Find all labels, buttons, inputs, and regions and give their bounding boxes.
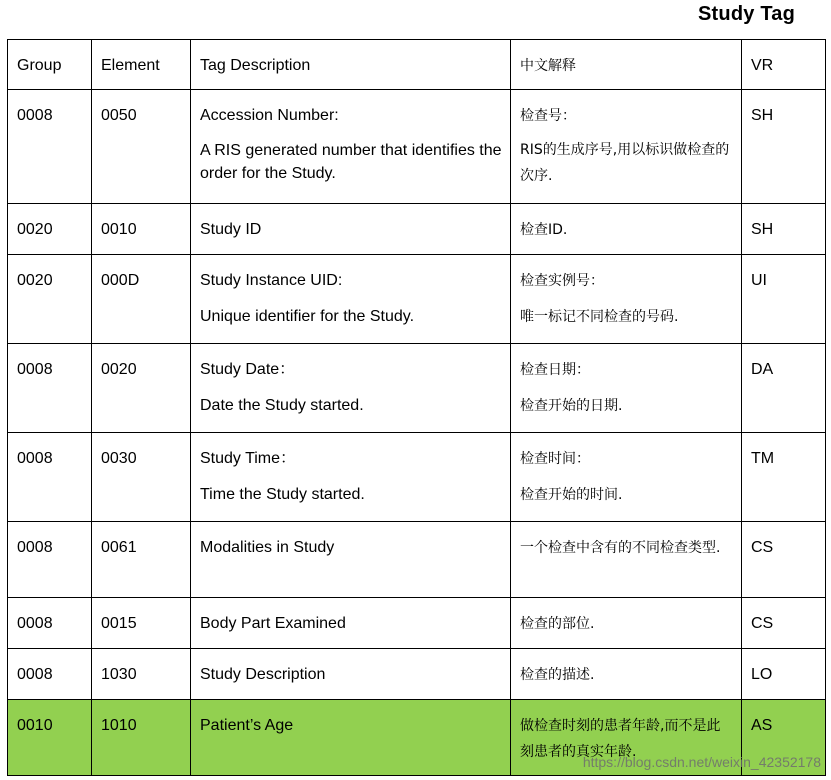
chinese-detail: 唯一标记不同检查的号码. (520, 309, 679, 325)
chinese-text: 一个检查中含有的不同检查类型. (520, 540, 721, 556)
vr-cell: SH (742, 90, 826, 204)
chinese-detail: 检查开始的时间. (520, 487, 623, 503)
group-cell: 0020 (8, 204, 92, 255)
chinese-cell (511, 255, 742, 344)
table-row (8, 649, 826, 700)
dicom-tag-table (7, 39, 826, 776)
description-cell: Body Part Examined (191, 598, 511, 649)
description-cell (191, 90, 511, 204)
watermark: https://blog.csdn.net/weixin_42352178 (582, 754, 821, 770)
vr-cell: DA (742, 344, 826, 433)
description-detail: Time the Study started. (200, 486, 365, 503)
element-cell: 0030 (92, 433, 191, 522)
description-cell (191, 344, 511, 433)
vr-cell: CS (742, 522, 826, 598)
table-header-row (8, 40, 826, 90)
table-row (8, 204, 826, 255)
chinese-cell: 检查的描述. (511, 649, 742, 700)
chinese-text: 做检查时刻的患者年龄,而不是此刻患者的真实年龄. (520, 718, 721, 760)
chinese-title: 检查号： (520, 108, 576, 124)
vr-cell: TM (742, 433, 826, 522)
description-detail: A RIS generated number that identifies the order for the Study. (200, 142, 502, 182)
element-cell: 0050 (92, 90, 191, 204)
group-cell: 0008 (8, 433, 92, 522)
group-cell: 0020 (8, 255, 92, 344)
chinese-title: 检查实例号： (520, 273, 604, 289)
description-title: Study Date： (200, 361, 296, 378)
group-cell: 0008 (8, 649, 92, 700)
vr-cell: SH (742, 204, 826, 255)
chinese-cell (511, 522, 742, 598)
chinese-cell (511, 90, 742, 204)
header-tag-description: Tag Description (191, 40, 511, 90)
element-cell: 000D (92, 255, 191, 344)
description-detail: Unique identifier for the Study. (200, 308, 415, 325)
chinese-detail: 检查开始的日期. (520, 398, 623, 414)
description-title: Study Instance UID: (200, 272, 343, 289)
group-cell: 0008 (8, 598, 92, 649)
description-cell: Modalities in Study (191, 522, 511, 598)
header-chinese-explanation: 中文解释 (511, 40, 742, 90)
group-cell: 0008 (8, 90, 92, 204)
description-title: Study Time： (200, 450, 297, 467)
description-detail: Date the Study started. (200, 397, 364, 414)
table-row (8, 344, 826, 433)
table-row (8, 433, 826, 522)
table-row (8, 90, 826, 204)
table-row (8, 598, 826, 649)
chinese-cell (511, 433, 742, 522)
table-row (8, 255, 826, 344)
vr-cell: LO (742, 649, 826, 700)
page-title: Study Tag (698, 3, 795, 25)
description-cell: Patient’s Age (191, 700, 511, 776)
description-cell: Study ID (191, 204, 511, 255)
chinese-cell: 检查的部位. (511, 598, 742, 649)
chinese-title: 检查时间： (520, 451, 590, 467)
element-cell: 0010 (92, 204, 191, 255)
element-cell: 0061 (92, 522, 191, 598)
chinese-title: 检查日期： (520, 362, 590, 378)
vr-cell: CS (742, 598, 826, 649)
chinese-cell: 检查ID. (511, 204, 742, 255)
group-cell: 0008 (8, 344, 92, 433)
header-element: Element (92, 40, 191, 90)
description-title: Accession Number: (200, 107, 339, 124)
element-cell: 1010 (92, 700, 191, 776)
chinese-detail: RIS的生成序号,用以标识做检查的次序. (520, 142, 730, 184)
chinese-cell (511, 344, 742, 433)
group-cell: 0010 (8, 700, 92, 776)
header-vr: VR (742, 40, 826, 90)
header-group: Group (8, 40, 92, 90)
element-cell: 0015 (92, 598, 191, 649)
vr-cell: AS (742, 700, 826, 776)
description-cell (191, 433, 511, 522)
table-row (8, 522, 826, 598)
vr-cell: UI (742, 255, 826, 344)
element-cell: 1030 (92, 649, 191, 700)
description-cell: Study Description (191, 649, 511, 700)
group-cell: 0008 (8, 522, 92, 598)
description-cell (191, 255, 511, 344)
element-cell: 0020 (92, 344, 191, 433)
